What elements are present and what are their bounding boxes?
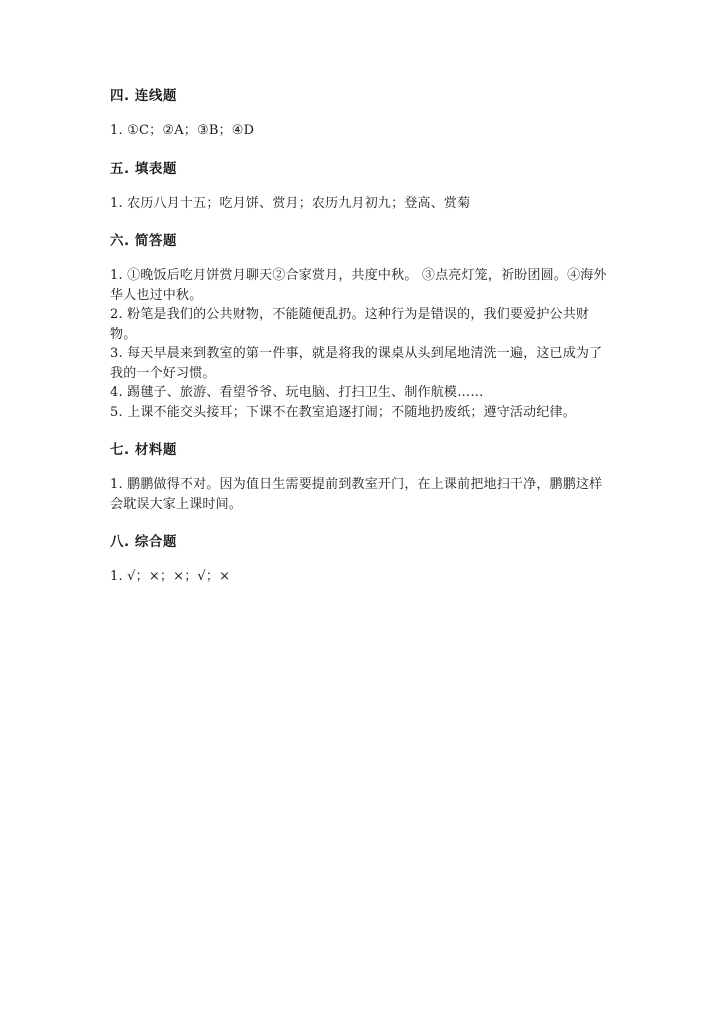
answer-list xyxy=(110,266,615,422)
answer-item: 1. 鹏鹏做得不对。因为值日生需要提前到教室开门，在上课前把地扫干净，鹏鹏这样会耽误大家上课时间。 xyxy=(110,477,603,512)
answer-list xyxy=(110,194,615,214)
answer-item: 5. 上课不能交头接耳；下课不在教室追逐打闹；不随地扔废纸；遵守活动纪律。 xyxy=(110,404,576,420)
section-heading: 七. 材料题 xyxy=(110,442,177,458)
answer-key-content xyxy=(110,86,615,605)
section-fill-table xyxy=(110,159,615,214)
answer-item: 4. 踢毽子、旅游、看望爷爷、玩电脑、打扫卫生、制作航模…… xyxy=(110,385,484,400)
answer-item: 2. 粉笔是我们的公共财物，不能随便乱扔。这种行为是错误的，我们要爱护公共财物。 xyxy=(110,307,590,342)
answer-list xyxy=(110,475,615,514)
answer-item: 1. ①C；②A；③B；④D xyxy=(110,123,255,138)
section-matching xyxy=(110,86,615,141)
section-heading: 五. 填表题 xyxy=(110,160,177,177)
answer-item: 3. 每天早晨来到教室的第一件事，就是将我的课桌从头到尾地清洗一遍，这已成为了我的一个好习惯。 xyxy=(110,346,603,381)
section-comprehensive xyxy=(110,532,615,587)
section-short-answer xyxy=(110,231,615,422)
answer-list xyxy=(110,121,615,141)
answer-item: 1. ①晚饭后吃月饼赏月聊天②合家赏月，共度中秋。 ③点亮灯笼，祈盼团圆。④海外华人也过中秋。 xyxy=(110,268,607,303)
answer-list xyxy=(110,567,615,587)
answer-item: 1. √；×；×；√；× xyxy=(110,569,231,584)
section-heading: 八. 综合题 xyxy=(110,534,177,550)
section-heading: 六. 简答题 xyxy=(110,233,177,249)
section-heading: 四. 连线题 xyxy=(110,88,177,104)
answer-item: 1. 农历八月十五；吃月饼、赏月；农历九月初九；登高、赏菊 xyxy=(110,195,471,211)
section-material xyxy=(110,440,615,514)
